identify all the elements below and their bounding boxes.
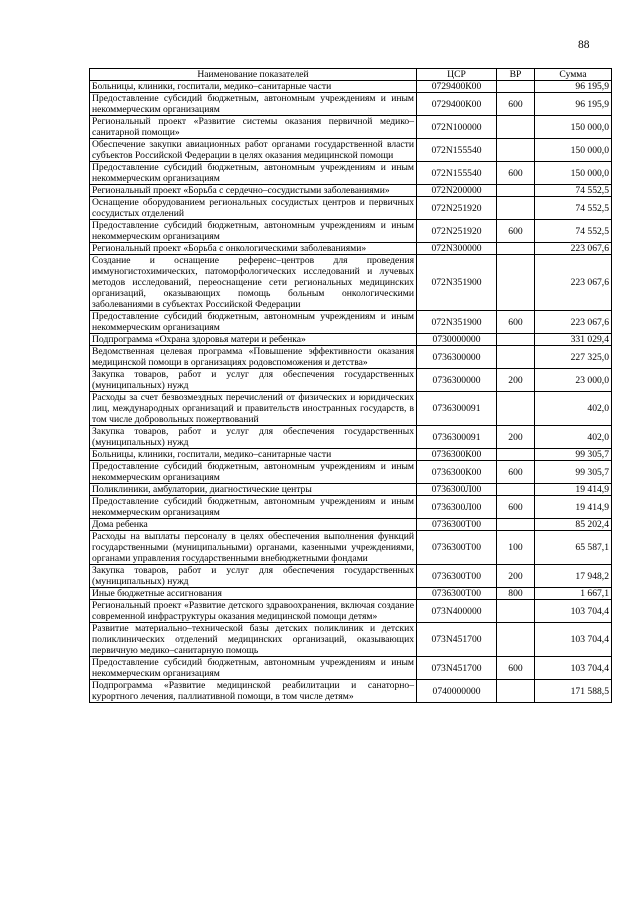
row-name: Больницы, клиники, госпитали, медико–санитарные части: [90, 449, 417, 461]
row-vr: [497, 139, 535, 162]
row-csr: 0736300Т00: [417, 519, 497, 531]
row-name: Региональный проект «Борьба с онкологическими заболеваниями»: [90, 243, 417, 255]
row-name: Закупка товаров, работ и услуг для обеспечения государственных (муниципальных) нужд: [90, 369, 417, 392]
row-vr: [497, 185, 535, 197]
table-row: [90, 197, 612, 220]
row-sum: 223 067,6: [535, 243, 612, 255]
row-csr: 073N451700: [417, 623, 497, 657]
row-sum: 171 588,5: [535, 680, 612, 703]
row-vr: [497, 392, 535, 426]
row-vr: 600: [497, 162, 535, 185]
budget-table: [89, 68, 612, 703]
row-name: Предоставление субсидий бюджетным, автономным учреждениям и иным некоммерческим организациям: [90, 311, 417, 334]
row-vr: [497, 600, 535, 623]
row-name: Подпрограмма «Развитие медицинской реабилитации и санаторно–курортного лечения, паллиативной помощи, в том числе детям»: [90, 680, 417, 703]
row-name: Закупка товаров, работ и услуг для обеспечения государственных (муниципальных) нужд: [90, 426, 417, 449]
table-row: [90, 531, 612, 565]
row-csr: 072N351900: [417, 255, 497, 311]
row-csr: 072N155540: [417, 162, 497, 185]
row-sum: 96 195,9: [535, 81, 612, 93]
row-csr: 072N200000: [417, 185, 497, 197]
row-sum: 150 000,0: [535, 139, 612, 162]
table-row: [90, 311, 612, 334]
row-sum: 23 000,0: [535, 369, 612, 392]
row-csr: 073N451700: [417, 657, 497, 680]
row-vr: 600: [497, 93, 535, 116]
row-csr: 073N400000: [417, 600, 497, 623]
row-name: Предоставление субсидий бюджетным, автономным учреждениям и иным некоммерческим организациям: [90, 93, 417, 116]
row-csr: 0736300Т00: [417, 588, 497, 600]
row-name: Закупка товаров, работ и услуг для обеспечения государственных (муниципальных) нужд: [90, 565, 417, 588]
row-csr: 072N100000: [417, 116, 497, 139]
row-sum: 223 067,6: [535, 311, 612, 334]
header-sum: Сумма: [535, 69, 612, 81]
row-name: Предоставление субсидий бюджетным, автономным учреждениям и иным некоммерческим организациям: [90, 496, 417, 519]
row-vr: [497, 197, 535, 220]
row-name: Оснащение оборудованием региональных сосудистых центров и первичных сосудистых отделений: [90, 197, 417, 220]
row-vr: 200: [497, 369, 535, 392]
row-csr: 0729400К00: [417, 93, 497, 116]
row-vr: [497, 680, 535, 703]
table-row: [90, 162, 612, 185]
row-sum: 99 305,7: [535, 461, 612, 484]
row-sum: 150 000,0: [535, 162, 612, 185]
row-vr: [497, 449, 535, 461]
row-sum: 1 667,1: [535, 588, 612, 600]
row-vr: 600: [497, 461, 535, 484]
row-csr: 0736300К00: [417, 449, 497, 461]
table-row: [90, 334, 612, 346]
table-row: [90, 220, 612, 243]
row-name: Подпрограмма «Охрана здоровья матери и ребенка»: [90, 334, 417, 346]
row-name: Предоставление субсидий бюджетным, автономным учреждениям и иным некоммерческим организациям: [90, 220, 417, 243]
row-name: Иные бюджетные ассигнования: [90, 588, 417, 600]
row-csr: 0730000000: [417, 334, 497, 346]
row-vr: 100: [497, 531, 535, 565]
row-csr: 0736300091: [417, 426, 497, 449]
table-header-row: [90, 69, 612, 81]
row-name: Предоставление субсидий бюджетным, автономным учреждениям и иным некоммерческим организациям: [90, 657, 417, 680]
row-vr: 200: [497, 426, 535, 449]
table-row: [90, 426, 612, 449]
header-name: Наименование показателей: [90, 69, 417, 81]
row-name: Региональный проект «Развитие детского здравоохранения, включая создание современной инфраструктуры оказания медицинской помощи детям»: [90, 600, 417, 623]
table-body: [90, 81, 612, 703]
row-vr: 800: [497, 588, 535, 600]
page-number: 88: [578, 39, 590, 51]
row-csr: 0736300Л00: [417, 496, 497, 519]
row-name: Поликлиники, амбулатории, диагностические центры: [90, 484, 417, 496]
row-sum: 103 704,4: [535, 623, 612, 657]
table-row: [90, 680, 612, 703]
row-name: Развитие материально–технической базы детских поликлиник и детских поликлинических отделений медицинских организаций, оказывающих первичную медико–санитарную помощь: [90, 623, 417, 657]
row-name: Дома ребенка: [90, 519, 417, 531]
row-csr: 0736300091: [417, 392, 497, 426]
row-csr: 072N300000: [417, 243, 497, 255]
row-vr: [497, 346, 535, 369]
row-name: Ведомственная целевая программа «Повышение эффективности оказания медицинской помощи в организациях родовспоможения и детства»: [90, 346, 417, 369]
row-sum: 223 067,6: [535, 255, 612, 311]
table-row: [90, 81, 612, 93]
row-csr: 0736300Т00: [417, 531, 497, 565]
table-row: [90, 139, 612, 162]
row-sum: 331 029,4: [535, 334, 612, 346]
row-vr: 600: [497, 496, 535, 519]
row-sum: 150 000,0: [535, 116, 612, 139]
row-sum: 99 305,7: [535, 449, 612, 461]
row-sum: 402,0: [535, 392, 612, 426]
row-vr: [497, 334, 535, 346]
row-vr: 600: [497, 220, 535, 243]
row-vr: 600: [497, 311, 535, 334]
row-csr: 0736300000: [417, 369, 497, 392]
row-name: Обеспечение закупки авиационных работ органами государственной власти субъектов Российской Федерации в целях оказания медицинской помощи: [90, 139, 417, 162]
row-csr: 0736300Т00: [417, 565, 497, 588]
table-row: [90, 369, 612, 392]
table-row: [90, 496, 612, 519]
table-row: [90, 392, 612, 426]
row-sum: 227 325,0: [535, 346, 612, 369]
row-csr: 072N155540: [417, 139, 497, 162]
row-csr: 072N251920: [417, 220, 497, 243]
row-vr: 200: [497, 565, 535, 588]
row-sum: 65 587,1: [535, 531, 612, 565]
table-row: [90, 255, 612, 311]
row-name: Предоставление субсидий бюджетным, автономным учреждениям и иным некоммерческим организациям: [90, 461, 417, 484]
table-row: [90, 449, 612, 461]
row-name: Больницы, клиники, госпитали, медико–санитарные части: [90, 81, 417, 93]
row-sum: 96 195,9: [535, 93, 612, 116]
table-row: [90, 93, 612, 116]
table-row: [90, 623, 612, 657]
row-name: Региональный проект «Борьба с сердечно–сосудистыми заболеваниями»: [90, 185, 417, 197]
table-row: [90, 484, 612, 496]
table-row: [90, 565, 612, 588]
row-vr: [497, 484, 535, 496]
row-sum: 19 414,9: [535, 496, 612, 519]
table-row: [90, 588, 612, 600]
table-row: [90, 519, 612, 531]
table-row: [90, 657, 612, 680]
row-sum: 19 414,9: [535, 484, 612, 496]
row-name: Региональный проект «Развитие системы оказания первичной медико–санитарной помощи»: [90, 116, 417, 139]
header-csr: ЦСР: [417, 69, 497, 81]
row-csr: 0729400К00: [417, 81, 497, 93]
row-sum: 74 552,5: [535, 197, 612, 220]
header-vr: ВР: [497, 69, 535, 81]
row-vr: [497, 116, 535, 139]
row-sum: 74 552,5: [535, 220, 612, 243]
row-vr: [497, 81, 535, 93]
table-row: [90, 185, 612, 197]
row-vr: [497, 623, 535, 657]
row-vr: [497, 243, 535, 255]
row-sum: 17 948,2: [535, 565, 612, 588]
row-vr: [497, 255, 535, 311]
row-sum: 85 202,4: [535, 519, 612, 531]
row-name: Расходы за счет безвозмездных перечислений от физических и юридических лиц, международных организаций и правительств иностранных государств, в том числе добровольных пожертвований: [90, 392, 417, 426]
table-row: [90, 243, 612, 255]
row-sum: 402,0: [535, 426, 612, 449]
row-sum: 103 704,4: [535, 600, 612, 623]
row-name: Создание и оснащение референс–центров для проведения иммуногистохимических, патоморфологических исследований и лучевых методов исследований, переоснащение сети региональных медицинских организаций, оказывающих помощь больным онкологическими заболеваниями в субъектах Российской Федерации: [90, 255, 417, 311]
table-row: [90, 116, 612, 139]
row-sum: 103 704,4: [535, 657, 612, 680]
table-row: [90, 346, 612, 369]
row-csr: 0740000000: [417, 680, 497, 703]
row-sum: 74 552,5: [535, 185, 612, 197]
row-vr: 600: [497, 657, 535, 680]
row-csr: 072N351900: [417, 311, 497, 334]
row-csr: 0736300К00: [417, 461, 497, 484]
row-csr: 072N251920: [417, 197, 497, 220]
table-row: [90, 600, 612, 623]
table-row: [90, 461, 612, 484]
row-name: Расходы на выплаты персоналу в целях обеспечения выполнения функций государственными (муниципальными) органами, казенными учреждениями, органами управления государственными внебюджетными фондами: [90, 531, 417, 565]
row-name: Предоставление субсидий бюджетным, автономным учреждениям и иным некоммерческим организациям: [90, 162, 417, 185]
row-csr: 0736300Л00: [417, 484, 497, 496]
row-vr: [497, 519, 535, 531]
row-csr: 0736300000: [417, 346, 497, 369]
